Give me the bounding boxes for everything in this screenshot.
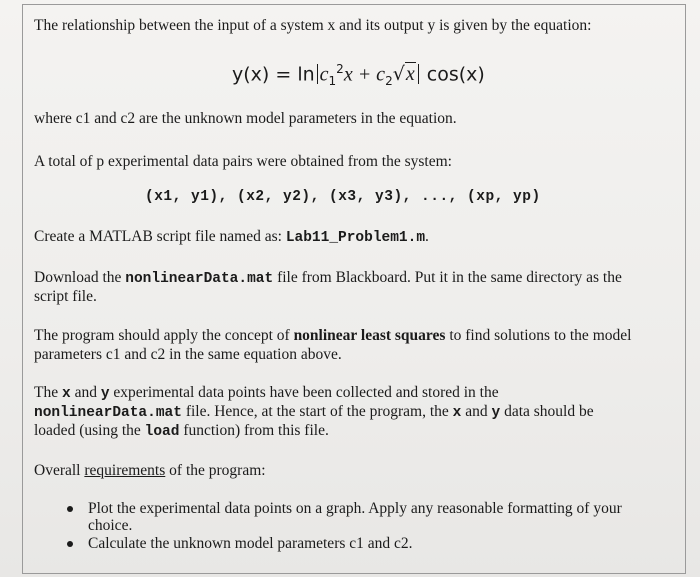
- total-text: A total of p experimental data pairs were obtained from the system:: [34, 153, 452, 170]
- abs-bar-right: [418, 64, 419, 84]
- xy-para-line2: [34, 403, 594, 422]
- load-function: load: [144, 424, 180, 440]
- abs-bar-left: [317, 64, 318, 84]
- equation-c2-sub: 2: [385, 74, 393, 89]
- overall-pre: Overall: [34, 462, 85, 479]
- bullet-dot: [67, 506, 73, 512]
- bullet-2-line1: Calculate the unknown model parameters c1 and c2.: [88, 535, 413, 552]
- equation-c1-sub: 1: [328, 74, 337, 89]
- program-text: [34, 327, 631, 344]
- download-text-line2: script file.: [34, 288, 97, 305]
- equation-c1: c: [319, 63, 329, 86]
- data-filename-2: nonlinearData.mat: [34, 405, 182, 421]
- download-post: file from Blackboard. Put it in the same directory as the: [273, 269, 622, 286]
- where-text: where c1 and c2 are the unknown model parameters in the equation.: [34, 110, 457, 127]
- nonlinear-least-squares: nonlinear least squares: [293, 327, 446, 344]
- equation-c1-sup: 2: [336, 62, 344, 76]
- create-text: [34, 228, 429, 247]
- equation-rhs: cos(x): [426, 63, 485, 86]
- create-pre: Create a MATLAB script file named as:: [34, 228, 286, 245]
- xy-l1-c: experimental data points have been collected and stored in the: [109, 384, 499, 401]
- xy-l3-b: function) from this file.: [179, 422, 329, 439]
- xy-l1-b: and: [70, 384, 101, 401]
- xy-l3-a: loaded (using the: [34, 422, 145, 439]
- sqrt-argument: x: [405, 63, 415, 86]
- xy-para-line3: [34, 422, 329, 441]
- program-text-line2: parameters c1 and c2 in the same equation above.: [34, 346, 342, 363]
- equation-lhs: y(x) = ln: [232, 63, 315, 86]
- xy-l2-a: file. Hence, at the start of the program, the: [181, 403, 453, 420]
- script-filename: Lab11_Problem1.m: [285, 230, 426, 246]
- sqrt-symbol: [393, 63, 416, 86]
- bullet-dot: [67, 541, 73, 547]
- y-var-2: y: [491, 405, 501, 421]
- x-var-2: x: [452, 405, 462, 421]
- xy-l1-a: The: [34, 384, 62, 401]
- requirements-underlined: requirements: [84, 462, 166, 479]
- equation: [232, 62, 485, 88]
- xy-para-line1: [34, 384, 499, 403]
- page-border: [22, 4, 686, 574]
- equation-x-term: x + c: [343, 63, 386, 86]
- intro-text: The relationship between the input of a system x and its output y is given by the equation:: [34, 17, 592, 34]
- data-filename: nonlinearData.mat: [125, 271, 274, 287]
- download-pre: Download the: [34, 269, 126, 286]
- program-pre: The program should apply the concept of: [34, 327, 294, 344]
- sqrt-radical: √: [392, 63, 405, 86]
- data-pairs: (x1, y1), (x2, y2), (x3, y3), ..., (xp, yp): [145, 189, 541, 205]
- program-post: to find solutions to the model: [445, 327, 632, 344]
- y-var: y: [100, 386, 110, 402]
- create-post: .: [425, 228, 429, 245]
- bullet-1-line2: choice.: [88, 517, 133, 534]
- bullet-1-line1: Plot the experimental data points on a graph. Apply any reasonable formatting of your: [88, 500, 622, 517]
- xy-l2-c: data should be: [500, 403, 594, 420]
- x-var: x: [61, 386, 71, 402]
- overall-heading: [34, 462, 266, 479]
- xy-l2-b: and: [461, 403, 492, 420]
- download-text: [34, 269, 622, 288]
- overall-post: of the program:: [165, 462, 266, 479]
